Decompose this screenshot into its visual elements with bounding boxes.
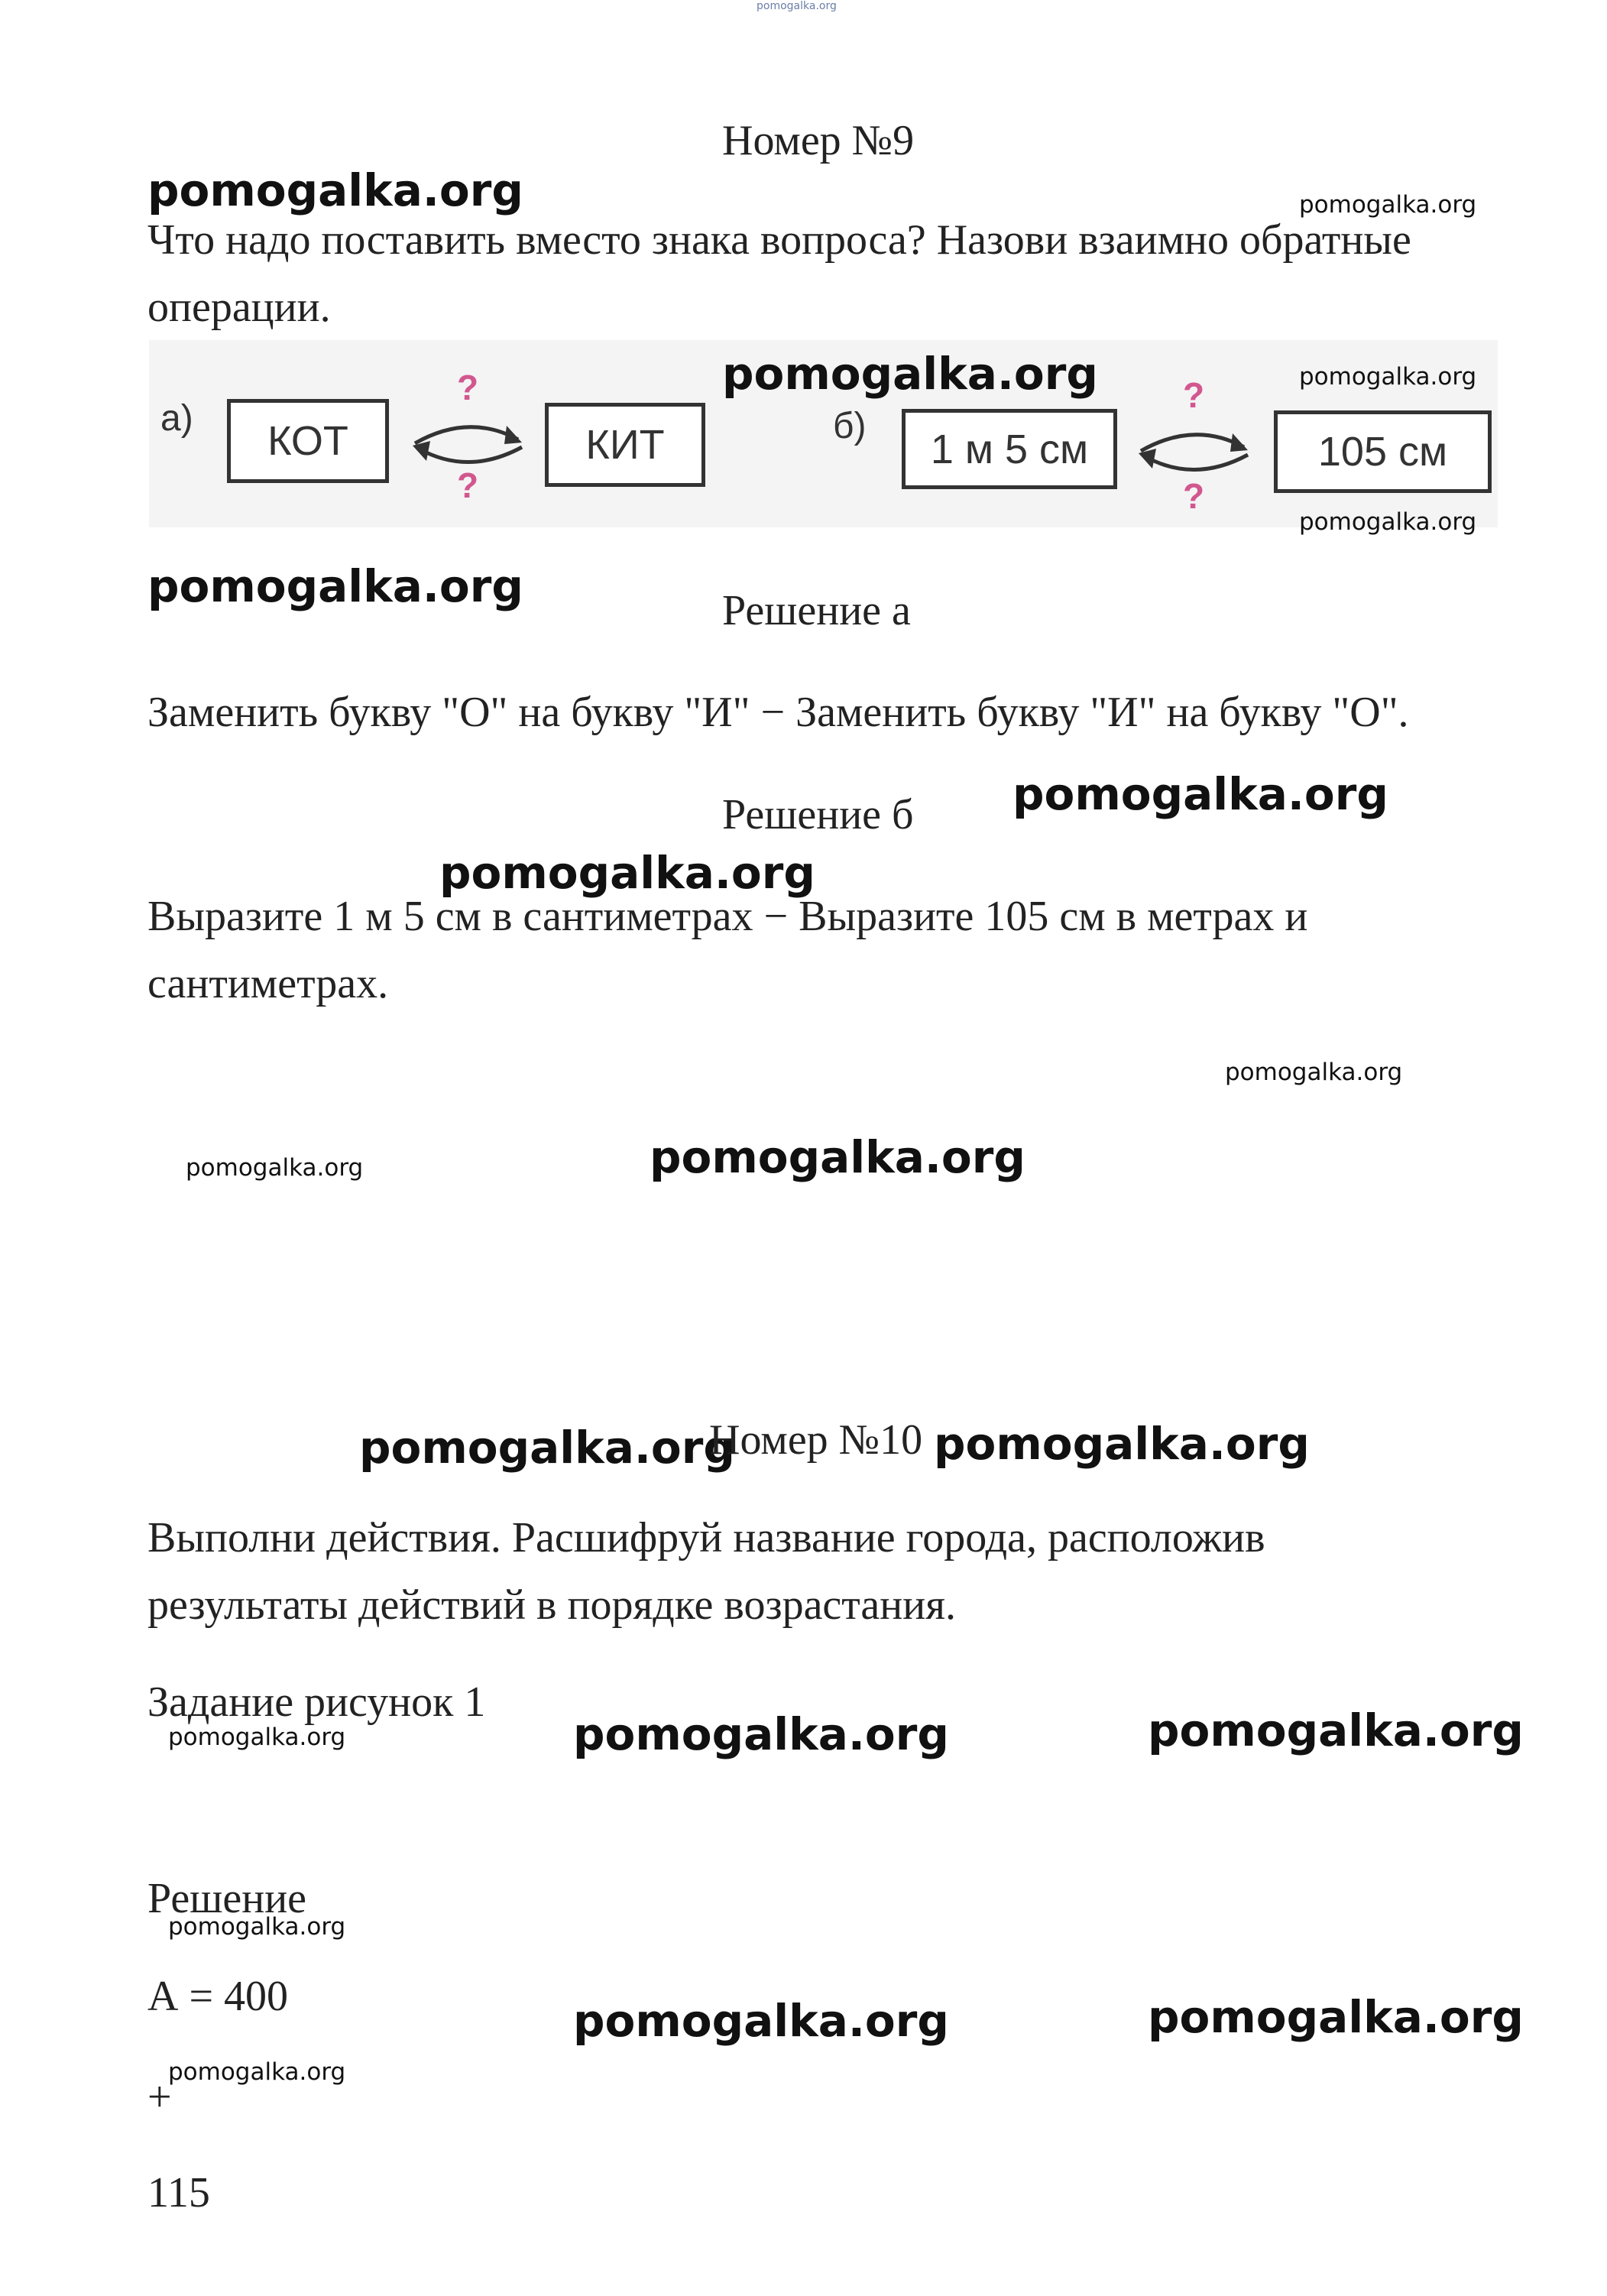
- task10-number: 115: [147, 2169, 210, 2217]
- watermark: pomogalka.org: [359, 1422, 735, 1474]
- watermark: pomogalka.org: [1148, 1704, 1524, 1756]
- watermark: pomogalka.org: [168, 1913, 346, 1941]
- question-mark-bottom-b: ?: [1183, 476, 1205, 516]
- task9-solution-b-line-2: сантиметрах.: [147, 960, 389, 1007]
- task10-question-line-1: Выполни действия. Расшифруй название города, расположив: [147, 1514, 1265, 1561]
- watermark: pomogalka.org: [934, 1418, 1310, 1470]
- question-mark-top-b: ?: [1183, 375, 1205, 415]
- watermark: pomogalka.org: [573, 1995, 949, 2047]
- watermark: pomogalka.org: [1012, 768, 1388, 820]
- word-box-kot: КОТ: [227, 399, 389, 483]
- watermark: pomogalka.org: [168, 1724, 346, 1751]
- watermark: pomogalka.org: [722, 348, 1098, 400]
- part-a-label: а): [160, 398, 193, 439]
- question-mark-bottom-a: ?: [457, 465, 479, 505]
- task9-solution-b-title: Решение б: [722, 791, 914, 838]
- task9-solution-a-text: Заменить букву "О" на букву "И" − Заменить букву "И" на букву "О".: [147, 689, 1409, 736]
- top-watermark: pomogalka.org: [757, 0, 837, 12]
- task9-question-line-1: Что надо поставить вместо знака вопроса? Назови взаимно обратные: [147, 216, 1411, 264]
- watermark: pomogalka.org: [147, 560, 523, 612]
- task9-title: Номер №9: [722, 117, 915, 164]
- watermark: pomogalka.org: [147, 164, 523, 216]
- watermark: pomogalka.org: [650, 1131, 1025, 1183]
- task10-figure-caption: Задание рисунок 1: [147, 1678, 486, 1726]
- word-box-kit: КИТ: [545, 403, 705, 487]
- task10-solution-title: Решение: [147, 1875, 307, 1922]
- task9-question-line-2: операции.: [147, 284, 331, 331]
- watermark: pomogalka.org: [1225, 1059, 1403, 1086]
- watermark: pomogalka.org: [1299, 191, 1477, 219]
- plus-sign: +: [147, 2074, 172, 2121]
- task9-solution-b-line-1: Выразите 1 м 5 см в сантиметрах − Выразите 105 см в метрах и: [147, 893, 1308, 940]
- task10-question-line-2: результаты действий в порядке возрастания.: [147, 1581, 956, 1629]
- watermark: pomogalka.org: [573, 1708, 949, 1760]
- task10-equation: А = 400: [147, 1973, 289, 2020]
- part-b-label: б): [833, 406, 867, 446]
- watermark: pomogalka.org: [1299, 508, 1477, 536]
- watermark: pomogalka.org: [439, 847, 815, 899]
- task9-solution-a-title: Решение а: [722, 587, 911, 634]
- question-mark-top-a: ?: [457, 368, 479, 407]
- watermark: pomogalka.org: [186, 1154, 364, 1182]
- measure-box-105cm: 105 см: [1274, 410, 1492, 493]
- measure-box-1m5cm: 1 м 5 см: [902, 409, 1117, 489]
- watermark: pomogalka.org: [1148, 1991, 1524, 2043]
- watermark: pomogalka.org: [168, 2058, 346, 2086]
- watermark: pomogalka.org: [1299, 363, 1477, 391]
- task10-title: Номер №10: [709, 1416, 923, 1464]
